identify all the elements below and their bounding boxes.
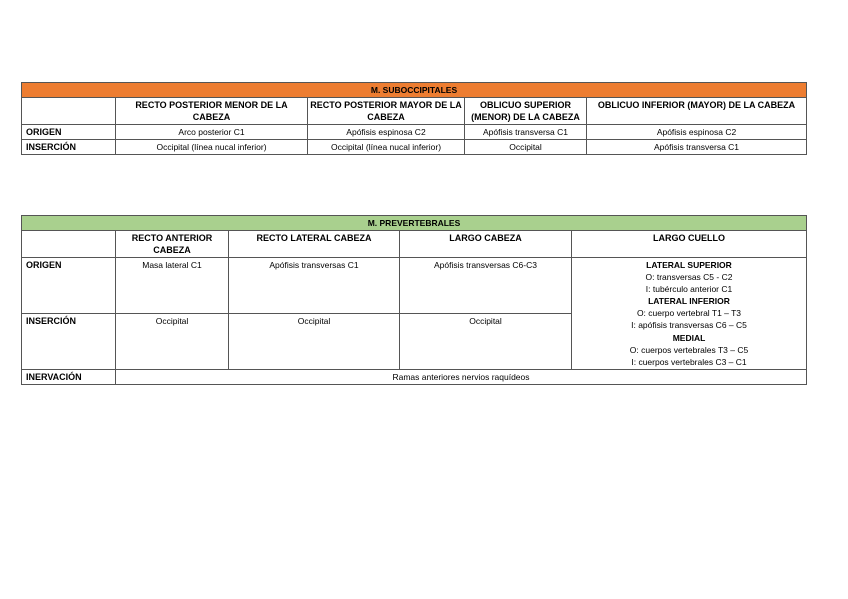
largo-cuello-line: I: tubérculo anterior C1: [645, 284, 733, 295]
suboccipitales-table: [21, 82, 807, 155]
table-cell: Apófisis espinosa C2: [308, 125, 465, 140]
table-cell: Occipital: [116, 313, 229, 369]
largo-cuello-line: O: cuerpos vertebrales T3 – C5: [629, 344, 749, 355]
column-header: RECTO POSTERIOR MAYOR DE LA CABEZA: [308, 98, 465, 125]
table-cell: Apófisis transversa C1: [587, 140, 807, 155]
table-cell: Occipital: [229, 313, 400, 369]
largo-cuello-line: MEDIAL: [672, 332, 706, 343]
largo-cuello-line: O: transversas C5 - C2: [645, 272, 733, 283]
table-cell: Apófisis transversas C1: [229, 258, 400, 314]
table-cell: Arco posterior C1: [116, 125, 308, 140]
largo-cuello-line: O: cuerpo vertebral T1 – T3: [636, 308, 742, 319]
inervacion-value: Ramas anteriores nervios raquídeos: [116, 369, 807, 384]
column-header: OBLICUO INFERIOR (MAYOR) DE LA CABEZA: [587, 98, 807, 125]
prevertebrales-title: M. PREVERTEBRALES: [22, 216, 807, 231]
row-label-insercion: INSERCIÓN: [22, 140, 116, 155]
column-header: RECTO ANTERIOR CABEZA: [116, 231, 229, 258]
table-row: [22, 369, 807, 384]
row-label-inervacion: INERVACIÓN: [22, 369, 116, 384]
table-row: [22, 258, 807, 314]
largo-cuello-line: LATERAL SUPERIOR: [646, 260, 732, 270]
largo-cuello-line: I: cuerpos vertebrales C3 – C1: [631, 356, 747, 367]
table-cell: Masa lateral C1: [116, 258, 229, 314]
table-cell: Occipital (línea nucal inferior): [116, 140, 308, 155]
column-header: LARGO CUELLO: [572, 231, 807, 258]
column-header: RECTO POSTERIOR MENOR DE LA CABEZA: [116, 98, 308, 125]
table-cell: Occipital: [465, 140, 587, 155]
table-cell: Occipital (línea nucal inferior): [308, 140, 465, 155]
largo-cuello-line: I: apófisis transversas C6 – C5: [631, 320, 747, 331]
table-row: [22, 140, 807, 155]
column-header: OBLICUO SUPERIOR (MENOR) DE LA CABEZA: [465, 98, 587, 125]
row-label-insercion: INSERCIÓN: [22, 313, 116, 369]
empty-header-cell: [22, 231, 116, 258]
table-row: [22, 125, 807, 140]
table-cell: Apófisis transversa C1: [465, 125, 587, 140]
largo-cuello-line: LATERAL INFERIOR: [648, 296, 730, 307]
row-label-origen: ORIGEN: [22, 125, 116, 140]
column-header: RECTO LATERAL CABEZA: [229, 231, 400, 258]
empty-header-cell: [22, 98, 116, 125]
column-header: LARGO CABEZA: [400, 231, 572, 258]
suboccipitales-title: M. SUBOCCIPITALES: [22, 83, 807, 98]
table-cell: Apófisis espinosa C2: [587, 125, 807, 140]
largo-cuello-cell: [572, 258, 807, 370]
row-label-origen: ORIGEN: [22, 258, 116, 314]
table-cell: Apófisis transversas C6-C3: [400, 258, 572, 314]
prevertebrales-table: [21, 215, 807, 385]
table-cell: Occipital: [400, 313, 572, 369]
